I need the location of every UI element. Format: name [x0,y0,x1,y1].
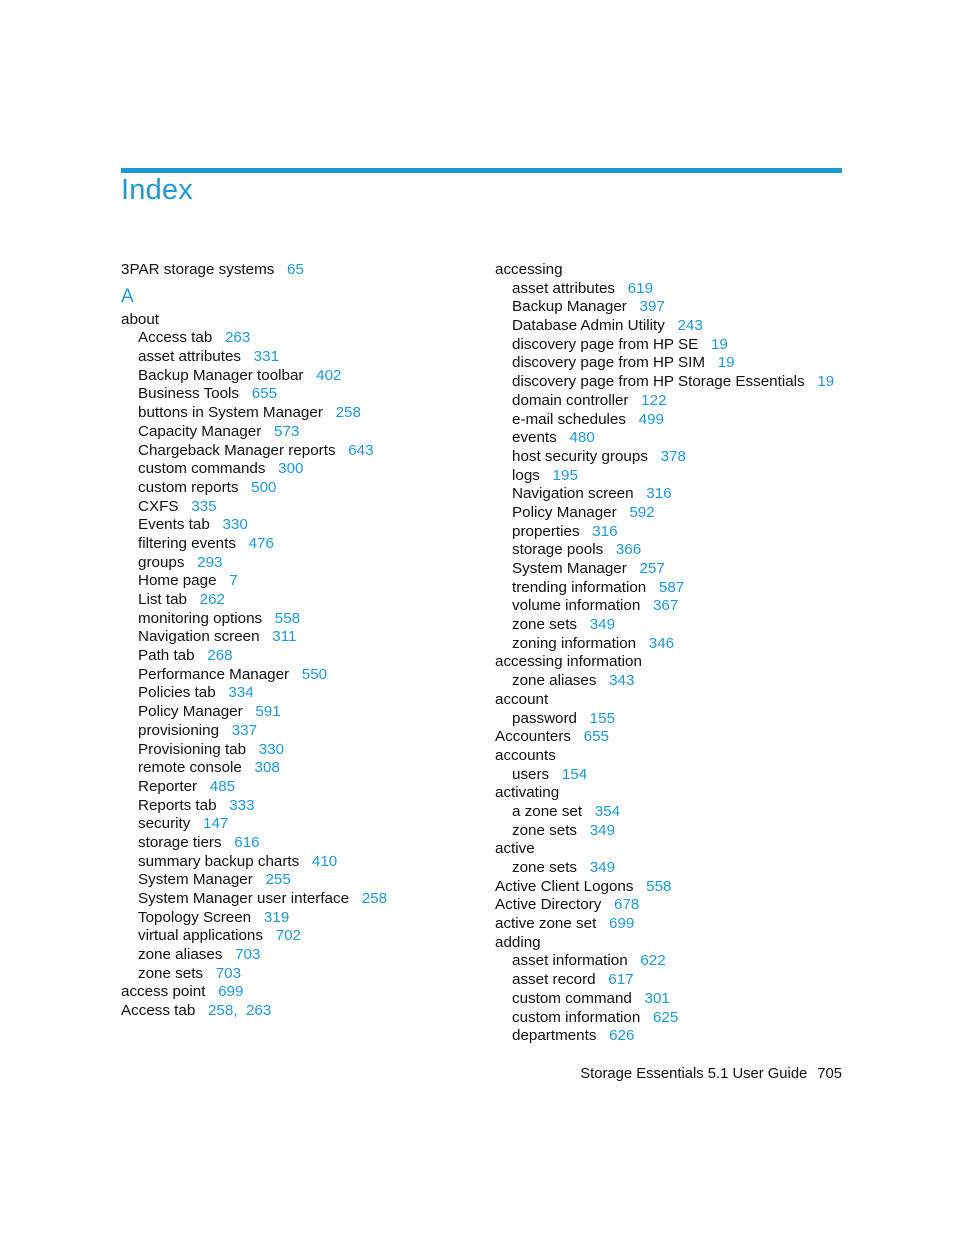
index-term: zone sets [138,964,204,982]
index-term: storage pools [512,541,604,559]
index-term: zone sets [512,616,578,634]
page-link[interactable]: 591 [255,703,281,721]
index-term: discovery page from HP SE [512,335,699,353]
index-subentry [495,859,834,878]
index-entry [495,653,834,672]
index-subentry [121,516,387,535]
index-subentry [121,909,387,928]
index-term: CXFS [138,497,179,515]
index-subentry [121,367,387,386]
index-term: zone aliases [512,672,597,690]
index-subentry [495,523,834,542]
index-subentry [121,815,387,834]
index-subentry [495,485,834,504]
index-term: Active Directory [495,896,602,914]
index-subentry [121,871,387,890]
index-subentry [121,890,387,909]
index-term: logs [512,466,540,484]
page-separator: , [233,1002,246,1020]
index-subentry [495,298,834,317]
index-term: asset attributes [512,279,615,297]
page-link[interactable]: 316 [646,485,672,503]
page-link[interactable]: 19 [817,373,835,391]
index-term: Navigation screen [512,485,634,503]
index-term: account [495,690,549,708]
index-subentry [495,411,834,430]
index-column-left [121,261,387,1021]
page-link[interactable]: 7 [229,572,238,590]
index-subentry [495,373,834,392]
page-link[interactable]: 337 [231,721,258,739]
index-term: custom commands [138,460,266,478]
index-term: storage tiers [138,833,222,851]
index-subentry [121,946,387,965]
index-term: volume information [512,597,641,615]
index-term: Events tab [138,516,210,534]
page-link[interactable]: 500 [251,478,277,496]
index-term: 3PAR storage systems [121,261,275,278]
page-link[interactable]: 499 [638,410,664,428]
page-link[interactable]: 397 [639,298,665,316]
page-link[interactable]: 154 [561,765,588,783]
index-term: Backup Manager [512,298,627,316]
page-link[interactable]: 122 [641,391,667,409]
page-link[interactable]: 617 [608,971,634,989]
index-term: System Manager [512,560,627,577]
page-link[interactable]: 703 [215,964,242,982]
page-link[interactable]: 311 [272,628,297,646]
index-term: zoning information [512,634,637,652]
index-term: Navigation screen [138,628,260,646]
index-entry [495,691,834,710]
index-subentry [495,354,834,373]
page-link[interactable]: 616 [234,833,260,851]
index-subentry [495,280,834,299]
page-link[interactable]: 258 [207,1002,234,1020]
page-link[interactable]: 65 [287,261,304,278]
index-subentry [495,579,834,598]
index-term: monitoring options [138,609,263,627]
index-term: host security groups [512,447,648,465]
page-link[interactable]: 258 [335,404,361,422]
page-link[interactable]: 485 [209,777,236,795]
index-term: zone sets [512,821,578,839]
index-entry [495,840,834,859]
page-link[interactable]: 258 [361,890,388,907]
index-term: zone aliases [138,946,223,964]
page-link[interactable]: 643 [348,441,374,459]
index-subentry [121,572,387,591]
index-column-right [495,261,834,1046]
page-link[interactable]: 308 [254,759,280,777]
index-subentry [495,710,834,729]
index-term: Topology Screen [138,908,252,926]
page-link[interactable]: 678 [614,896,640,914]
index-term: about [121,310,160,328]
index-subentry [121,442,387,461]
index-subentry [495,597,834,616]
index-subentry [121,834,387,853]
index-subentry [121,647,387,666]
page-link[interactable]: 625 [652,1008,679,1026]
page-link[interactable]: 550 [301,665,328,683]
page-link[interactable]: 402 [316,366,342,384]
index-entry [495,728,834,747]
index-subentry [495,822,834,841]
index-subentry [495,990,834,1009]
index-term: custom information [512,1008,641,1026]
index-term: Active Client Logons [495,877,634,895]
index-subentry [495,971,834,990]
index-term: asset attributes [138,348,241,366]
index-subentry [121,927,387,946]
page-link[interactable]: 587 [658,578,685,596]
index-subentry [121,759,387,778]
index-term: Backup Manager toolbar [138,366,304,384]
index-term: activating [495,784,560,802]
page-link[interactable]: 410 [311,852,338,870]
index-subentry [495,541,834,560]
page-link[interactable]: 300 [278,460,304,478]
page-link[interactable]: 316 [592,522,618,540]
page-link[interactable]: 655 [251,385,278,403]
index-term: filtering events [138,534,236,552]
index-term: Policy Manager [138,703,243,721]
index-term: provisioning [138,721,220,739]
index-subentry [121,554,387,573]
index-term: Provisioning tab [138,740,247,758]
page-link[interactable]: 354 [594,802,621,820]
index-term: Accounters [495,728,571,746]
footer-doc-title: Storage Essentials 5.1 User Guide [580,1066,808,1082]
page-link[interactable]: 349 [589,616,616,634]
index-subentry [121,684,387,703]
page-link[interactable]: 301 [644,989,670,1007]
index-term: security [138,815,191,833]
page-link[interactable]: 349 [589,859,616,876]
page-link[interactable]: 243 [677,317,703,335]
page-link[interactable]: 19 [717,354,735,372]
index-term: Access tab [121,1002,196,1020]
page-footer [580,1066,842,1082]
index-subentry [121,591,387,610]
index-subentry [121,610,387,629]
index-entry [495,896,834,915]
index-term: events [512,429,557,447]
index-subentry [121,385,387,404]
index-term: virtual applications [138,927,263,945]
index-term: users [512,765,550,783]
page-link[interactable]: 19 [710,335,728,353]
page-link[interactable]: 334 [228,684,254,702]
page-link[interactable]: 558 [274,609,301,627]
index-term: Database Admin Utility [512,317,665,335]
page-link[interactable]: 155 [589,709,616,727]
footer-page-number: 705 [817,1066,842,1082]
index-subentry [495,467,834,486]
index-term: accounts [495,746,556,764]
index-term: groups [138,553,185,571]
index-entry [495,784,834,803]
index-term: Home page [138,572,217,590]
index-subentry [121,965,387,984]
index-letter-heading: A [121,285,134,307]
index-entry [121,261,387,280]
index-subentry [495,803,834,822]
index-term: properties [512,522,580,540]
page-link[interactable]: 263 [245,1002,272,1020]
index-entry [495,747,834,766]
index-subentry [121,722,387,741]
page-link[interactable]: 655 [583,728,609,746]
index-term: discovery page from HP Storage Essentials [512,373,805,391]
page-link[interactable]: 699 [608,915,635,933]
index-term: accessing information [495,653,642,671]
index-term: Reporter [138,777,198,795]
page-title: Index [121,174,193,206]
index-subentry [495,429,834,448]
index-term: Reports tab [138,796,217,814]
page-link[interactable]: 257 [639,560,665,577]
index-entry [121,983,387,1002]
page-link[interactable]: 558 [646,877,672,895]
page-link[interactable]: 476 [248,534,274,552]
page-link[interactable]: 378 [660,447,686,465]
page-link[interactable]: 262 [199,591,225,608]
page-link[interactable]: 619 [627,279,654,297]
index-term: password [512,709,577,727]
index-subentry [495,635,834,654]
index-term: domain controller [512,391,629,409]
index-term: adding [495,933,541,951]
index-subentry [121,460,387,479]
page-link[interactable]: 366 [615,541,642,559]
index-term: custom reports [138,478,239,496]
index-term: Access tab [138,329,213,347]
index-term: asset information [512,952,628,970]
index-term: departments [512,1027,597,1045]
page-link[interactable]: 573 [273,422,300,440]
index-term: Path tab [138,647,195,665]
index-subentry [121,797,387,816]
index-term: Performance Manager [138,665,290,683]
page-link[interactable]: 263 [224,329,251,347]
index-term: Chargeback Manager reports [138,441,336,459]
page-link[interactable]: 622 [640,952,666,970]
index-subentry [121,741,387,760]
index-subentry [495,560,834,579]
index-subentry [495,317,834,336]
index-subentry [495,766,834,785]
index-subentry [495,392,834,411]
page-link[interactable]: 195 [552,466,578,484]
page-link[interactable]: 626 [609,1027,635,1045]
index-term: trending information [512,578,647,596]
page-link[interactable]: 699 [218,983,244,1001]
index-subentry [121,479,387,498]
index-subentry [121,498,387,517]
index-subentry [121,348,387,367]
page-link[interactable]: 343 [609,672,635,690]
page-link[interactable]: 480 [569,429,595,447]
index-entry [121,311,387,330]
index-term: remote console [138,759,242,777]
page-link[interactable]: 147 [203,815,229,833]
page-link[interactable]: 349 [589,821,616,839]
index-subentry [121,628,387,647]
page-link[interactable]: 330 [222,516,248,534]
index-subentry [121,404,387,423]
index-term: e-mail schedules [512,410,626,428]
index-term: accessing [495,261,563,278]
page-link[interactable]: 702 [275,927,301,945]
page-link[interactable]: 330 [258,740,285,758]
header-rule [121,168,842,173]
page-link[interactable]: 592 [629,503,655,521]
index-term: summary backup charts [138,852,300,870]
index-term: List tab [138,591,187,608]
index-subentry [121,703,387,722]
index-entry [121,1002,387,1021]
index-subentry [495,672,834,691]
index-entry [495,915,834,934]
index-term: zone sets [512,859,578,876]
index-subentry [121,666,387,685]
index-subentry [495,1009,834,1028]
index-term: System Manager [138,871,253,889]
page-link[interactable]: 703 [235,946,261,964]
index-term: discovery page from HP SIM [512,354,706,372]
index-subentry [495,616,834,635]
index-term: Policies tab [138,684,216,702]
index-subentry [121,535,387,554]
index-term: Capacity Manager [138,422,262,440]
index-entry [495,934,834,953]
index-entry [495,261,834,280]
page-link[interactable]: 367 [652,597,679,615]
index-term: access point [121,983,206,1001]
page-link[interactable]: 331 [253,348,280,366]
page-link[interactable]: 346 [648,634,675,652]
page-link[interactable]: 268 [207,647,233,665]
index-subentry [495,336,834,355]
index-subentry [495,504,834,523]
index-term: active zone set [495,915,597,933]
index-subentry [495,448,834,467]
page-link[interactable]: 293 [197,553,223,571]
index-term: a zone set [512,802,583,820]
page-link[interactable]: 319 [263,908,290,926]
index-term: custom command [512,989,632,1007]
page-link[interactable]: 255 [265,871,291,889]
index-term: active [495,840,535,858]
index-entry [495,878,834,897]
page-link[interactable]: 333 [229,796,255,814]
index-term: buttons in System Manager [138,404,323,422]
page-link[interactable]: 335 [191,497,217,515]
index-subentry [495,952,834,971]
index-subentry [121,329,387,348]
index-subentry [121,778,387,797]
index-subentry [121,853,387,872]
index-term: System Manager user interface [138,890,350,907]
index-term: Business Tools [138,385,240,403]
index-subentry [121,423,387,442]
index-term: Policy Manager [512,503,617,521]
index-term: asset record [512,971,596,989]
index-subentry [495,1027,834,1046]
